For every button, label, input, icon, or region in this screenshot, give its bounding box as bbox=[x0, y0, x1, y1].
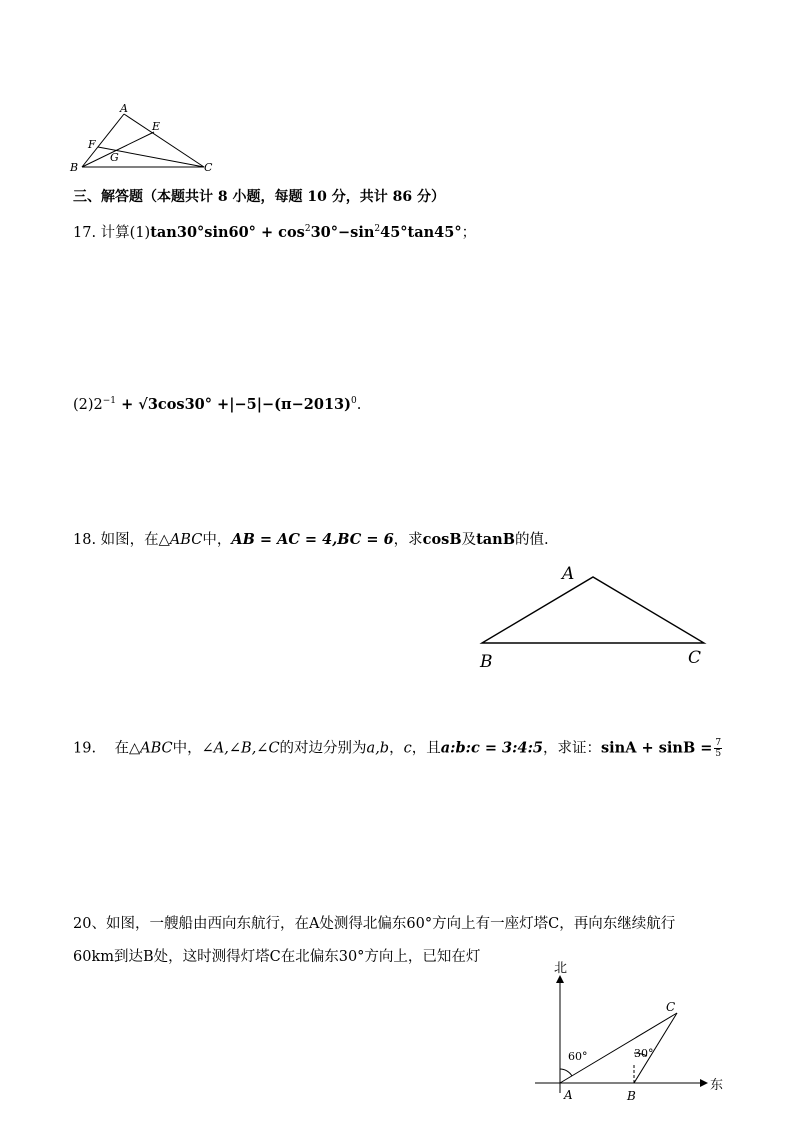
question-19-fraction bbox=[714, 738, 722, 759]
question-19-text-a: 在△ bbox=[114, 740, 141, 757]
east-label: 东 bbox=[710, 1078, 724, 1093]
question-19-text-b: 中， bbox=[172, 740, 202, 757]
north-label: 北 bbox=[554, 961, 568, 976]
question-19-text-e: ，且 bbox=[411, 740, 441, 757]
question-19-ratio: a:b:c = 3:4:5 bbox=[440, 739, 544, 757]
question-17-part-1 bbox=[73, 223, 476, 243]
question-19-text-d: ， bbox=[389, 740, 404, 757]
figure-navigation bbox=[520, 955, 735, 1105]
section-heading: 三、解答题（本题共计 8 小题，每题 10 分，共计 86 分） bbox=[73, 189, 445, 205]
question-17-part2-sup-2: 0 bbox=[350, 396, 357, 407]
question-19-number: 19. bbox=[73, 740, 97, 757]
question-19-text-f: ，求证： bbox=[543, 740, 602, 757]
label-g: G bbox=[110, 151, 119, 164]
question-17-part2-a: (2)2 bbox=[73, 397, 103, 413]
label-a: A bbox=[562, 564, 575, 584]
fraction-numerator: 7 bbox=[715, 738, 722, 748]
label-c: C bbox=[688, 648, 702, 668]
label-b: B bbox=[480, 652, 493, 672]
question-17-expr-b: 30°−sin bbox=[310, 224, 375, 241]
question-17-expr-a: tan30°sin60° + cos bbox=[150, 224, 305, 241]
label-e: E bbox=[152, 120, 161, 133]
question-19-triangle: ABC bbox=[140, 740, 173, 757]
label-a: A bbox=[120, 102, 128, 115]
question-18-cos: cosB bbox=[422, 531, 462, 548]
question-18-text-b: 中， bbox=[202, 532, 232, 548]
question-18-triangle: ABC bbox=[169, 532, 203, 548]
label-a: A bbox=[564, 1088, 573, 1102]
question-17-part2-end: . bbox=[356, 397, 362, 413]
label-b: B bbox=[70, 161, 79, 174]
fraction-denominator: 5 bbox=[715, 749, 722, 759]
question-18-tan: tanB bbox=[476, 531, 515, 548]
question-20-line-2: 60km到达B处，这时测得灯塔C在北偏东30°方向上，已知在灯 bbox=[73, 949, 481, 965]
question-17-prefix: 计算(1) bbox=[100, 225, 151, 241]
label-c: C bbox=[666, 1000, 676, 1014]
question-19-expression: sinA + sinB = bbox=[601, 739, 713, 757]
question-17-end: ； bbox=[461, 225, 477, 241]
question-17-sup-1: 2 bbox=[304, 224, 311, 235]
question-18-text-d: 及 bbox=[461, 532, 477, 548]
question-17-sup-2: 2 bbox=[374, 224, 381, 235]
figure-isosceles-triangle bbox=[470, 560, 720, 675]
question-17-part2-b: + √3cos30° +|−5|−(π−2013) bbox=[116, 396, 351, 413]
question-17-number: 17. bbox=[73, 225, 97, 241]
question-19-ab: a,b bbox=[366, 740, 390, 757]
triangle-abc bbox=[482, 577, 704, 643]
question-19 bbox=[73, 738, 722, 759]
question-18-text-c: ，求 bbox=[393, 532, 423, 548]
question-19-c: c bbox=[403, 740, 412, 757]
angle-30-label: 30° bbox=[634, 1047, 654, 1060]
question-18-text-a: 如图，在△ bbox=[100, 532, 170, 548]
question-19-angles: ∠A,∠B,∠C bbox=[201, 740, 280, 757]
question-18-number: 18. bbox=[73, 532, 97, 548]
question-17-expr-c: 45°tan45° bbox=[380, 224, 462, 241]
question-18-condition: AB = AC = 4,BC = 6 bbox=[231, 531, 394, 548]
question-19-text-c: 的对边分别为 bbox=[279, 740, 367, 757]
question-17-part2-sup-1: −1 bbox=[102, 396, 117, 407]
segment-ac bbox=[560, 1013, 677, 1083]
angle-arc-60 bbox=[560, 1069, 572, 1076]
label-b: B bbox=[627, 1089, 636, 1103]
figure-triangle-abc-efg bbox=[68, 100, 218, 176]
label-f: F bbox=[88, 138, 96, 151]
question-17-part-2 bbox=[73, 395, 361, 415]
label-c: C bbox=[204, 161, 213, 174]
question-20-line-1: 20、如图，一艘船由西向东航行，在A处测得北偏东60°方向上有一座灯塔C，再向东继续航行 bbox=[73, 916, 676, 932]
question-18-text-e: 的值. bbox=[514, 532, 549, 548]
question-18 bbox=[73, 530, 549, 550]
angle-60-label: 60° bbox=[568, 1050, 588, 1063]
